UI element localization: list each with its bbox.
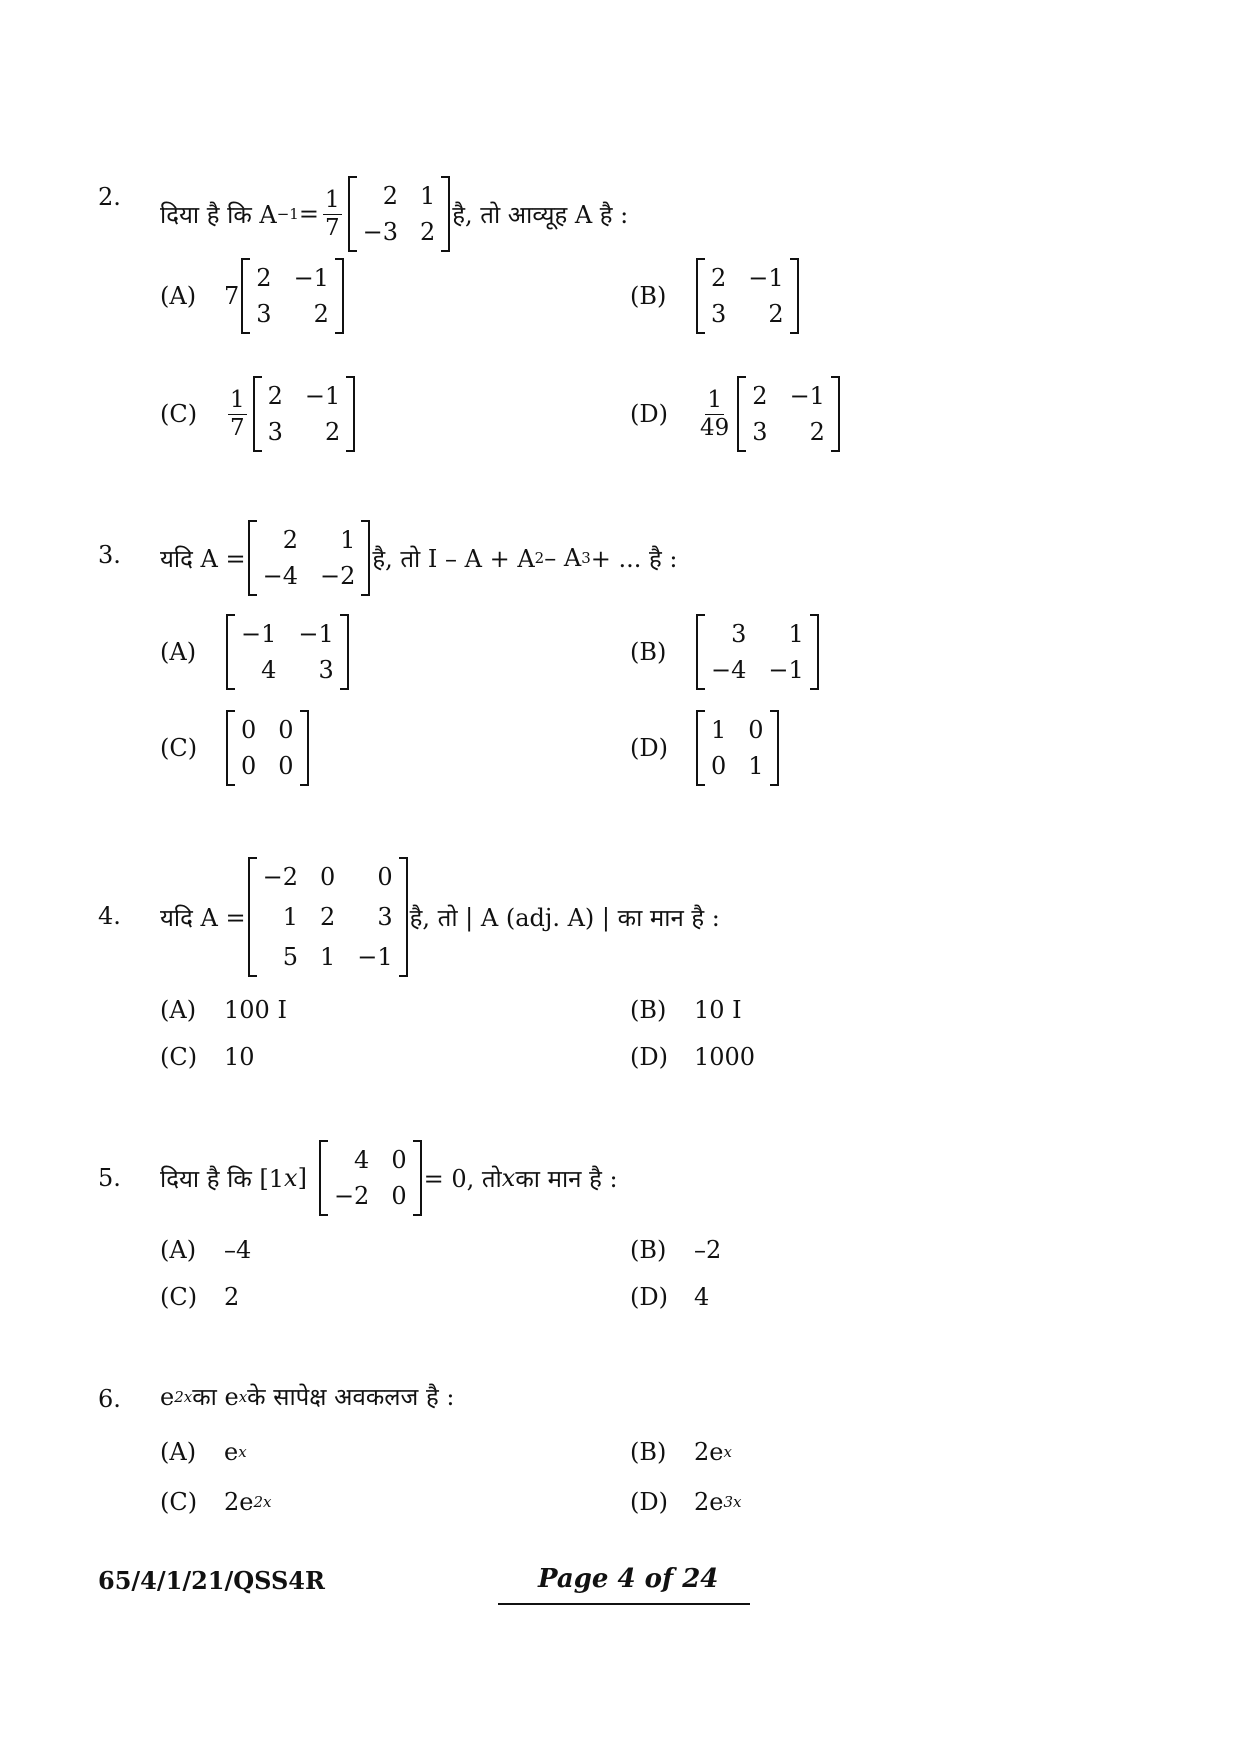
option-label: (A) [160, 638, 197, 666]
q2-stem-sup: −1 [276, 205, 299, 223]
option-label: (A) [160, 282, 197, 310]
option-sup: x [238, 1443, 247, 1461]
q5-stem-pre-end: ] [297, 1164, 307, 1192]
q2-stem-matrix [348, 176, 451, 252]
matrix-cell: 2 [313, 300, 329, 328]
matrix-cell: 2 [382, 182, 398, 210]
option-label: (A) [160, 996, 197, 1024]
q2-stem-fraction [323, 187, 342, 241]
q3-stem-sup-2: 3 [581, 549, 591, 567]
option-matrix [253, 376, 356, 452]
q2-stem-post: है, तो आव्यूह A है : [452, 200, 629, 229]
q6-option-c[interactable] [160, 1488, 272, 1516]
matrix-cell: −1 [768, 656, 804, 684]
option-label: (B) [630, 282, 667, 310]
option-text: 4 [694, 1283, 710, 1311]
q3-stem-pre: यदि A = [160, 544, 246, 573]
matrix-cell: 2 [711, 264, 727, 292]
option-text: 100 I [224, 996, 287, 1024]
q5-stem-matrix [319, 1140, 422, 1216]
option-label: (B) [630, 1438, 667, 1466]
q4-stem-pre: यदि A = [160, 903, 246, 932]
option-sup: x [723, 1443, 732, 1461]
matrix-cell: 3 [256, 300, 272, 328]
option-matrix [696, 614, 819, 690]
page-number-underline [498, 1603, 750, 1605]
matrix-cell: −1 [304, 382, 341, 410]
matrix-cell: 5 [282, 943, 298, 971]
option-label: (B) [630, 996, 667, 1024]
q6-option-a[interactable] [160, 1438, 247, 1466]
option-matrix [226, 614, 349, 690]
matrix-cell: 0 [391, 1182, 407, 1210]
q6-stem-sup-2: x [238, 1387, 248, 1406]
option-text: 1000 [694, 1043, 756, 1071]
option-matrix [241, 258, 344, 334]
question-5-stem [160, 1140, 618, 1216]
q3-stem-post-b: – A [544, 544, 582, 572]
matrix-cell: −3 [362, 218, 398, 246]
matrix-cell: 2 [282, 526, 298, 554]
q5-stem-var: x [284, 1164, 298, 1192]
matrix-cell: 2 [809, 418, 825, 446]
q2-option-c[interactable] [160, 376, 357, 452]
fraction-denominator: 7 [230, 414, 245, 441]
option-matrix [696, 258, 799, 334]
fraction-numerator: 1 [230, 387, 245, 414]
q4-option-a[interactable] [160, 996, 287, 1024]
matrix-cell: 1 [282, 903, 298, 931]
q6-stem-sup-1: 2x [174, 1387, 193, 1406]
q2-option-a[interactable] [160, 258, 346, 334]
q5-stem-post-b: का मान है : [515, 1164, 618, 1193]
option-label: (C) [160, 1488, 198, 1516]
question-3-number: 3. [98, 541, 121, 569]
q3-stem-matrix [248, 520, 371, 596]
q6-option-d[interactable] [630, 1488, 742, 1516]
question-4-stem [160, 857, 720, 977]
q3-stem-sup-1: 2 [534, 549, 545, 567]
option-coefficient: 7 [224, 282, 240, 310]
q3-option-d[interactable] [630, 710, 781, 786]
matrix-cell: 2 [752, 382, 768, 410]
matrix-cell: −4 [711, 656, 747, 684]
option-sup: 3x [723, 1493, 742, 1511]
matrix-cell: 4 [261, 656, 277, 684]
matrix-cell: 3 [752, 418, 768, 446]
matrix-cell: 3 [711, 300, 727, 328]
option-label: (D) [630, 734, 668, 762]
matrix-cell: 1 [788, 620, 804, 648]
option-label: (D) [630, 400, 668, 428]
matrix-cell: 1 [319, 943, 336, 971]
matrix-cell: 3 [731, 620, 747, 648]
option-text: 2 [224, 1283, 240, 1311]
option-base: e [224, 1438, 239, 1466]
option-text: –4 [224, 1236, 252, 1264]
matrix-cell: 2 [325, 418, 341, 446]
q5-stem-post-a: = 0, तो [423, 1164, 502, 1193]
option-label: (C) [160, 734, 198, 762]
matrix-cell: −4 [262, 562, 298, 590]
question-6-stem [160, 1380, 454, 1413]
q4-stem-matrix [248, 857, 408, 977]
matrix-cell: 0 [391, 1146, 407, 1174]
paper-code: 65/4/1/21/QSS4R [98, 1566, 325, 1595]
fraction-denominator: 49 [700, 414, 730, 441]
matrix-cell: 4 [354, 1146, 370, 1174]
matrix-cell: 2 [256, 264, 272, 292]
option-sup: 2x [253, 1493, 272, 1511]
matrix-cell: 2 [319, 903, 336, 931]
option-base: 2e [694, 1488, 724, 1516]
matrix-cell: −1 [357, 943, 393, 971]
fraction-numerator: 1 [324, 187, 340, 214]
q2-stem-pre: दिया है कि A [160, 200, 277, 229]
fraction-numerator: 1 [707, 387, 722, 414]
option-label: (A) [160, 1236, 197, 1264]
question-5-number: 5. [98, 1164, 121, 1192]
matrix-cell: −2 [319, 562, 356, 590]
q3-option-a[interactable] [160, 614, 351, 690]
option-matrix [226, 710, 309, 786]
q6-option-b[interactable] [630, 1438, 732, 1466]
question-6-number: 6. [98, 1385, 121, 1413]
matrix-cell: 1 [419, 182, 436, 210]
option-matrix [737, 376, 840, 452]
option-label: (D) [630, 1488, 668, 1516]
matrix-cell: 2 [267, 382, 283, 410]
matrix-cell: 0 [711, 752, 727, 780]
matrix-cell: 0 [278, 716, 294, 744]
matrix-cell: −2 [333, 1182, 370, 1210]
q5-option-a[interactable] [160, 1236, 251, 1264]
matrix-cell: 3 [318, 656, 334, 684]
option-label: (A) [160, 1438, 197, 1466]
q5-stem-pre: दिया है कि [1 [160, 1164, 285, 1193]
option-label: (B) [630, 1236, 667, 1264]
matrix-cell: 0 [278, 752, 294, 780]
option-label: (C) [160, 1043, 198, 1071]
q2-stem-eq: = [298, 200, 319, 228]
matrix-cell: −1 [748, 264, 784, 292]
q4-option-c[interactable] [160, 1043, 255, 1071]
q3-option-b[interactable] [630, 614, 821, 690]
q4-stem-post: है, तो | A (adj. A) | का मान है : [409, 903, 720, 932]
matrix-cell: 0 [319, 863, 336, 891]
question-3-stem [160, 520, 677, 596]
matrix-cell: −1 [241, 620, 277, 648]
matrix-cell: 2 [419, 218, 436, 246]
option-label: (C) [160, 1283, 198, 1311]
matrix-cell: 0 [241, 752, 257, 780]
matrix-cell: 3 [267, 418, 283, 446]
fraction-denominator: 7 [324, 214, 340, 241]
question-2-stem [160, 176, 628, 252]
option-fraction [228, 387, 247, 441]
question-2-number: 2. [98, 183, 121, 211]
matrix-cell: −2 [262, 863, 298, 891]
q3-stem-post-a: है, तो I – A + A [372, 544, 535, 573]
page-number: Page 4 of 24 [538, 1564, 719, 1594]
matrix-cell: 1 [711, 716, 727, 744]
q4-option-d[interactable] [630, 1043, 755, 1071]
option-fraction [698, 387, 731, 441]
matrix-cell: −1 [298, 620, 334, 648]
option-matrix [696, 710, 779, 786]
q6-stem-mid: का e [192, 1383, 239, 1411]
q6-stem-base: e [160, 1382, 175, 1411]
q2-option-d[interactable] [630, 376, 842, 452]
matrix-cell: −1 [293, 264, 329, 292]
matrix-cell: 0 [377, 863, 393, 891]
matrix-cell: 2 [768, 300, 784, 328]
option-label: (D) [630, 1283, 668, 1311]
matrix-cell: 0 [241, 716, 257, 744]
matrix-cell: 0 [748, 716, 764, 744]
q3-option-c[interactable] [160, 710, 311, 786]
q5-option-d[interactable] [630, 1283, 709, 1311]
option-base: 2e [224, 1488, 254, 1516]
q5-stem-var-2: x [501, 1164, 516, 1192]
option-label: (B) [630, 638, 667, 666]
q6-stem-post: के सापेक्ष अवकलज है : [247, 1383, 455, 1411]
q3-stem-post-c: + ... है : [590, 544, 678, 573]
option-base: 2e [694, 1438, 724, 1466]
option-label: (C) [160, 400, 198, 428]
option-text: 10 [224, 1043, 255, 1071]
matrix-cell: 3 [377, 903, 393, 931]
matrix-cell: 1 [748, 752, 764, 780]
option-text: 10 I [694, 996, 742, 1024]
q5-option-c[interactable] [160, 1283, 239, 1311]
option-text: –2 [694, 1236, 722, 1264]
q2-option-b[interactable] [630, 258, 801, 334]
question-4-number: 4. [98, 902, 121, 930]
matrix-cell: 1 [340, 526, 356, 554]
matrix-cell: −1 [789, 382, 825, 410]
q5-option-b[interactable] [630, 1236, 721, 1264]
option-label: (D) [630, 1043, 668, 1071]
q4-option-b[interactable] [630, 996, 742, 1024]
